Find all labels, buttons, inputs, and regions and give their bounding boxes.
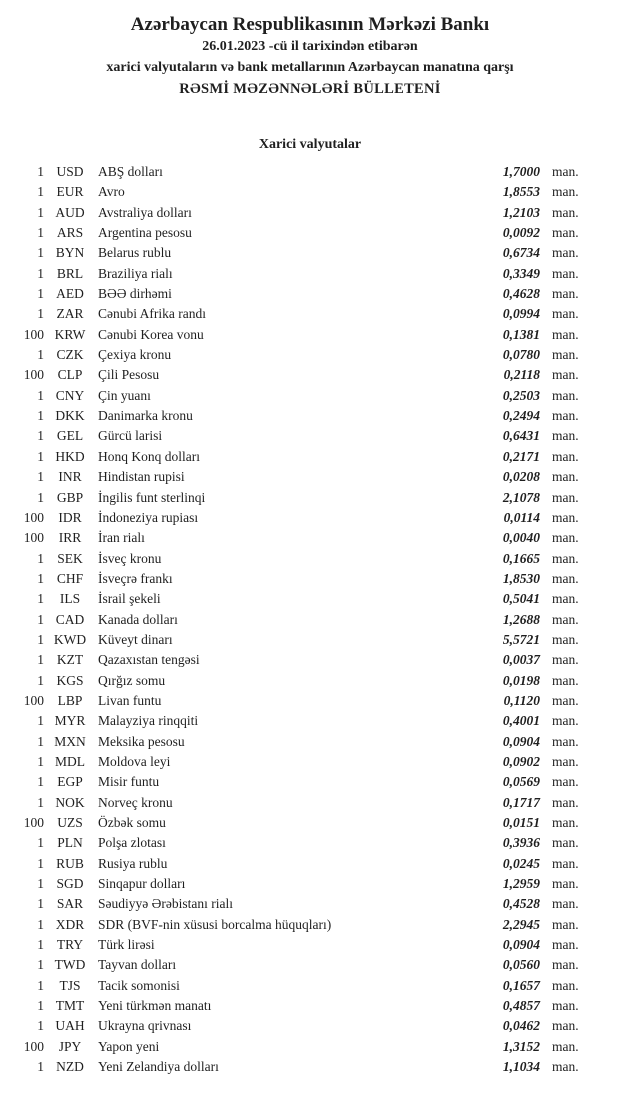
currency-quantity: 1: [37, 245, 44, 261]
currency-unit: man.: [552, 448, 579, 464]
currency-rate: 0,1665: [502, 550, 540, 566]
rate-row: [0, 1016, 620, 1036]
currency-quantity: 1: [37, 977, 44, 993]
rate-row: [0, 752, 620, 772]
currency-rate: 0,0245: [502, 855, 540, 871]
currency-quantity: 1: [37, 408, 44, 424]
currency-code: TMT: [55, 998, 85, 1014]
currency-quantity: 1: [37, 855, 44, 871]
currency-name: Tayvan dolları: [98, 957, 177, 973]
currency-unit: man.: [552, 164, 579, 179]
currency-rate: 0,1381: [502, 326, 540, 342]
currency-code: ZAR: [56, 306, 84, 322]
currency-quantity: 1: [37, 448, 44, 464]
currency-code: CAD: [55, 611, 85, 627]
currency-name: Braziliya rialı: [98, 265, 173, 281]
currency-quantity: 100: [23, 509, 44, 525]
currency-unit: man.: [552, 774, 579, 790]
currency-rate: 0,4528: [502, 896, 540, 912]
currency-name: Türk lirəsi: [98, 937, 155, 953]
effective-date-line: 26.01.2023 -cü il tarixindən etibarən: [202, 39, 418, 54]
rate-row: [0, 894, 620, 914]
currency-unit: man.: [552, 733, 579, 749]
currency-quantity: 100: [23, 367, 44, 383]
currency-unit: man.: [552, 998, 579, 1014]
currency-code: EGP: [57, 774, 83, 790]
currency-code: SAR: [56, 896, 84, 912]
currency-quantity: 1: [37, 225, 44, 241]
currency-rate: 0,1657: [502, 977, 540, 993]
currency-quantity: 1: [37, 347, 44, 363]
currency-quantity: 1: [37, 753, 44, 769]
currency-name: Belarus rublu: [98, 245, 172, 261]
currency-code: SGD: [56, 876, 84, 892]
currency-code: KZT: [56, 652, 84, 668]
rate-row: [0, 549, 620, 569]
currency-unit: man.: [552, 387, 579, 403]
bulletin-subtitle: xarici valyutaların və bank metallarının Azərbaycan manatına qarşı: [106, 60, 514, 75]
currency-quantity: 1: [37, 204, 44, 220]
currency-unit: man.: [552, 225, 579, 241]
currency-rate: 1,8530: [502, 570, 540, 586]
currency-unit: man.: [552, 692, 579, 708]
currency-unit: man.: [552, 957, 579, 973]
currency-name: Norveç kronu: [98, 794, 173, 810]
currency-rate: 0,2118: [503, 367, 540, 383]
currency-quantity: 1: [37, 916, 44, 932]
rate-row: [0, 203, 620, 223]
rate-row: [0, 223, 620, 243]
currency-unit: man.: [552, 509, 579, 525]
currency-code: XDR: [55, 916, 85, 932]
currency-rate: 0,2171: [502, 448, 540, 464]
currency-quantity: 1: [37, 184, 44, 200]
currency-quantity: 1: [37, 1018, 44, 1034]
rate-row: [0, 386, 620, 406]
currency-name: Yapon yeni: [98, 1038, 160, 1054]
rate-row: [0, 772, 620, 792]
currency-name: Cənubi Afrika randı: [98, 306, 206, 322]
currency-code: JPY: [58, 1038, 82, 1054]
currency-quantity: 100: [23, 815, 44, 830]
currency-unit: man.: [552, 184, 579, 200]
currency-quantity: 1: [37, 835, 44, 851]
currency-name: Tacik somonisi: [98, 977, 180, 993]
rate-row: [0, 650, 620, 670]
currency-quantity: 1: [37, 672, 44, 688]
currency-code: ILS: [59, 591, 81, 607]
currency-quantity: 1: [37, 937, 44, 953]
rate-row: [0, 935, 620, 955]
currency-rate: 0,0208: [502, 469, 540, 485]
currency-code: NOK: [55, 794, 85, 810]
currency-rate: 0,1120: [503, 692, 540, 708]
currency-unit: man.: [552, 753, 579, 769]
currency-unit: man.: [552, 469, 579, 485]
currency-rate: 0,0040: [502, 530, 540, 546]
rate-row: [0, 1037, 620, 1057]
currency-code: TJS: [59, 977, 81, 993]
section-title-foreign-currencies: Xarici valyutalar: [258, 137, 362, 152]
currency-rate: 0,3349: [502, 265, 540, 281]
rate-row: [0, 976, 620, 996]
currency-name: Yeni Zelandiya dolları: [98, 1059, 219, 1075]
currency-unit: man.: [552, 672, 579, 688]
currency-code: MYR: [54, 713, 86, 729]
rate-row: [0, 793, 620, 813]
currency-unit: man.: [552, 855, 579, 871]
currency-code: CZK: [56, 347, 84, 363]
currency-unit: man.: [552, 937, 579, 953]
currency-code: NZD: [56, 1059, 84, 1075]
currency-name: Malayziya rinqqiti: [98, 713, 199, 729]
rate-row: [0, 243, 620, 263]
rate-row: [0, 304, 620, 324]
currency-rate: 0,3936: [502, 835, 540, 851]
currency-unit: man.: [552, 570, 579, 586]
currency-name: Səudiyyə Ərəbistanı rialı: [98, 896, 233, 912]
currency-rate: 1,2103: [502, 204, 540, 220]
currency-code: BYN: [55, 245, 85, 261]
currency-code: AUD: [55, 204, 85, 220]
currency-quantity: 1: [37, 896, 44, 912]
currency-quantity: 1: [37, 733, 44, 749]
rate-row: [0, 732, 620, 752]
currency-quantity: 1: [37, 428, 44, 444]
currency-rate: 1,2688: [502, 611, 540, 627]
currency-quantity: 1: [37, 774, 44, 790]
currency-unit: man.: [552, 265, 579, 281]
currency-code: UAH: [55, 1018, 85, 1034]
currency-unit: man.: [552, 591, 579, 607]
currency-code: KWD: [53, 631, 87, 647]
currency-rate: 1,1034: [502, 1059, 540, 1075]
currency-name: Moldova leyi: [98, 753, 171, 769]
currency-quantity: 100: [23, 692, 44, 708]
currency-quantity: 1: [37, 1059, 44, 1075]
currency-quantity: 1: [37, 631, 44, 647]
currency-name: İsrail şekeli: [98, 591, 161, 607]
currency-code: BRL: [56, 265, 84, 281]
currency-code: RUB: [56, 855, 84, 871]
currency-unit: man.: [552, 428, 579, 444]
rate-row: [0, 162, 620, 182]
currency-unit: man.: [552, 815, 579, 830]
currency-code: SEK: [57, 550, 83, 566]
currency-quantity: 100: [23, 326, 44, 342]
currency-quantity: 1: [37, 164, 44, 179]
currency-name: İran rialı: [98, 530, 145, 546]
currency-rate: 0,6431: [502, 428, 540, 444]
currency-quantity: 1: [37, 652, 44, 668]
currency-rate: 2,2945: [502, 916, 540, 932]
currency-quantity: 1: [37, 265, 44, 281]
currency-quantity: 1: [37, 286, 44, 302]
rate-row: [0, 996, 620, 1016]
currency-unit: man.: [552, 286, 579, 302]
currency-name: Honq Konq dolları: [98, 448, 200, 464]
currency-unit: man.: [552, 245, 579, 261]
currency-rate: 0,2503: [502, 387, 540, 403]
currency-unit: man.: [552, 408, 579, 424]
currency-unit: man.: [552, 1018, 579, 1034]
currency-quantity: 1: [37, 570, 44, 586]
currency-name: Ukrayna qrivnası: [98, 1018, 192, 1034]
currency-unit: man.: [552, 347, 579, 363]
rate-row: [0, 854, 620, 874]
currency-rate: 0,0904: [502, 937, 540, 953]
currency-name: Küveyt dinarı: [98, 631, 173, 647]
currency-name: Sinqapur dolları: [98, 876, 186, 892]
currency-code: CNY: [55, 387, 85, 403]
rate-row: [0, 589, 620, 609]
currency-code: MXN: [54, 733, 86, 749]
currency-rate: 0,5041: [502, 591, 540, 607]
currency-code: KRW: [54, 326, 86, 342]
currency-quantity: 1: [37, 591, 44, 607]
currency-name: Çin yuanı: [98, 387, 151, 403]
currency-quantity: 1: [37, 998, 44, 1014]
rate-row: [0, 426, 620, 446]
currency-unit: man.: [552, 367, 579, 383]
rate-row: [0, 630, 620, 650]
currency-quantity: 1: [37, 387, 44, 403]
currency-quantity: 1: [37, 794, 44, 810]
currency-rate: 5,5721: [502, 631, 540, 647]
rate-row: [0, 711, 620, 731]
rate-row: [0, 284, 620, 304]
currency-quantity: 1: [37, 713, 44, 729]
rate-row: [0, 447, 620, 467]
currency-unit: man.: [552, 489, 579, 505]
currency-unit: man.: [552, 1038, 579, 1054]
currency-name: Qırğız somu: [98, 672, 166, 688]
rate-row: [0, 488, 620, 508]
currency-rate: 1,7000: [502, 164, 540, 179]
currency-name: Misir funtu: [98, 774, 160, 790]
currency-unit: man.: [552, 611, 579, 627]
currency-quantity: 100: [23, 1038, 44, 1054]
currency-rate: 0,0569: [502, 774, 540, 790]
currency-code: UZS: [57, 815, 83, 830]
currency-code: ARS: [56, 225, 84, 241]
currency-name: Rusiya rublu: [98, 855, 168, 871]
rate-row: [0, 264, 620, 284]
currency-rate: 0,0780: [502, 347, 540, 363]
rate-row: [0, 406, 620, 426]
currency-unit: man.: [552, 326, 579, 342]
rate-row: [0, 345, 620, 365]
rate-row: [0, 508, 620, 528]
currency-code: GBP: [56, 489, 84, 505]
currency-name: Avstraliya dolları: [98, 204, 192, 220]
currency-code: KGS: [56, 672, 84, 688]
currency-name: Yeni türkmən manatı: [98, 998, 212, 1014]
currency-rate: 0,0902: [502, 753, 540, 769]
currency-unit: man.: [552, 713, 579, 729]
currency-unit: man.: [552, 896, 579, 912]
currency-rate: 0,0904: [502, 733, 540, 749]
currency-name: Kanada dolları: [98, 611, 178, 627]
rate-row: [0, 467, 620, 487]
currency-name: Meksika pesosu: [98, 733, 185, 749]
currency-name: Danimarka kronu: [98, 408, 193, 424]
currency-name: Cənubi Korea vonu: [98, 326, 204, 342]
currency-unit: man.: [552, 1059, 579, 1075]
currency-name: Qazaxıstan tengəsi: [98, 652, 200, 668]
rate-row: [0, 671, 620, 691]
currency-rate: 0,4628: [502, 286, 540, 302]
currency-rate: 1,8553: [502, 184, 540, 200]
currency-quantity: 1: [37, 306, 44, 322]
currency-rate: 0,0994: [502, 306, 540, 322]
currency-rate: 0,0114: [503, 509, 540, 525]
currency-name: İsveçrə frankı: [98, 570, 173, 586]
currency-rate: 0,0092: [502, 225, 540, 241]
currency-quantity: 1: [37, 469, 44, 485]
rate-row: [0, 610, 620, 630]
currency-code: LBP: [57, 692, 83, 708]
currency-name: Gürcü larisi: [98, 428, 163, 444]
currency-rate: 2,1078: [502, 489, 540, 505]
currency-name: İsveç kronu: [98, 550, 162, 566]
currency-unit: man.: [552, 916, 579, 932]
bank-name-title: Azərbaycan Respublikasının Mərkəzi Bankı: [130, 14, 490, 35]
currency-code: TRY: [56, 937, 84, 953]
currency-name: Polşa zlotası: [98, 835, 166, 851]
currency-quantity: 1: [37, 550, 44, 566]
currency-code: DKK: [55, 408, 85, 424]
currency-code: AED: [56, 286, 84, 302]
currency-unit: man.: [552, 550, 579, 566]
currency-unit: man.: [552, 652, 579, 668]
currency-quantity: 1: [37, 957, 44, 973]
rate-row: [0, 915, 620, 935]
currency-name: Özbək somu: [98, 815, 166, 830]
currency-rate: 0,0037: [502, 652, 540, 668]
currency-unit: man.: [552, 977, 579, 993]
currency-rate: 0,1717: [502, 794, 540, 810]
currency-code: MDL: [55, 753, 85, 769]
currency-quantity: 100: [23, 530, 44, 546]
rate-row: [0, 691, 620, 711]
currency-quantity: 1: [37, 489, 44, 505]
rate-row: [0, 528, 620, 548]
currency-code: IRR: [58, 530, 82, 546]
rate-row: [0, 833, 620, 853]
currency-rate: 1,3152: [502, 1038, 540, 1054]
currency-code: INR: [58, 469, 82, 485]
currency-name: İngilis funt sterlinqi: [98, 489, 206, 505]
currency-code: HKD: [55, 448, 85, 464]
currency-unit: man.: [552, 876, 579, 892]
rate-row: [0, 955, 620, 975]
currency-rate: 0,0560: [502, 957, 540, 973]
currency-code: GEL: [56, 428, 84, 444]
rate-row: [0, 1057, 620, 1077]
rate-row: [0, 874, 620, 894]
currency-rate: 0,2494: [502, 408, 540, 424]
currency-rate: 0,4001: [502, 713, 540, 729]
currency-rate: 1,2959: [502, 876, 540, 892]
currency-code: EUR: [56, 184, 84, 200]
currency-name: Çexiya kronu: [98, 347, 172, 363]
rate-row: [0, 569, 620, 589]
currency-name: Hindistan rupisi: [98, 469, 185, 485]
currency-name: BƏƏ dirhəmi: [98, 286, 172, 302]
rate-row: [0, 813, 620, 833]
currency-code: TWD: [54, 957, 86, 973]
currency-code: CLP: [57, 367, 83, 383]
currency-unit: man.: [552, 794, 579, 810]
currency-name: İndoneziya rupiası: [98, 509, 199, 525]
rates-table: [0, 162, 620, 1077]
currency-rate: 0,0151: [502, 815, 540, 830]
currency-unit: man.: [552, 835, 579, 851]
currency-name: Livan funtu: [98, 692, 162, 708]
currency-name: ABŞ dolları: [98, 164, 163, 179]
currency-code: IDR: [58, 509, 82, 525]
currency-name: Avro: [98, 184, 125, 200]
currency-code: USD: [56, 164, 84, 179]
currency-rate: 0,4857: [502, 998, 540, 1014]
currency-quantity: 1: [37, 611, 44, 627]
bulletin-title: RƏSMİ MƏZƏNNƏLƏRİ BÜLLETENİ: [179, 81, 441, 97]
currency-unit: man.: [552, 306, 579, 322]
currency-unit: man.: [552, 204, 579, 220]
currency-name: SDR (BVF-nin xüsusi borcalma hüquqları): [98, 916, 332, 932]
currency-code: PLN: [57, 835, 83, 851]
rate-row: [0, 365, 620, 385]
rate-row: [0, 182, 620, 202]
currency-unit: man.: [552, 530, 579, 546]
currency-rate: 0,0462: [502, 1018, 540, 1034]
document-header: [0, 0, 620, 100]
currency-rate: 0,6734: [502, 245, 540, 261]
currency-rate: 0,0198: [502, 672, 540, 688]
currency-name: Çili Pesosu: [98, 367, 160, 383]
currency-name: Argentina pesosu: [98, 225, 192, 241]
rate-row: [0, 325, 620, 345]
currency-unit: man.: [552, 631, 579, 647]
currency-code: CHF: [56, 570, 84, 586]
currency-quantity: 1: [37, 876, 44, 892]
